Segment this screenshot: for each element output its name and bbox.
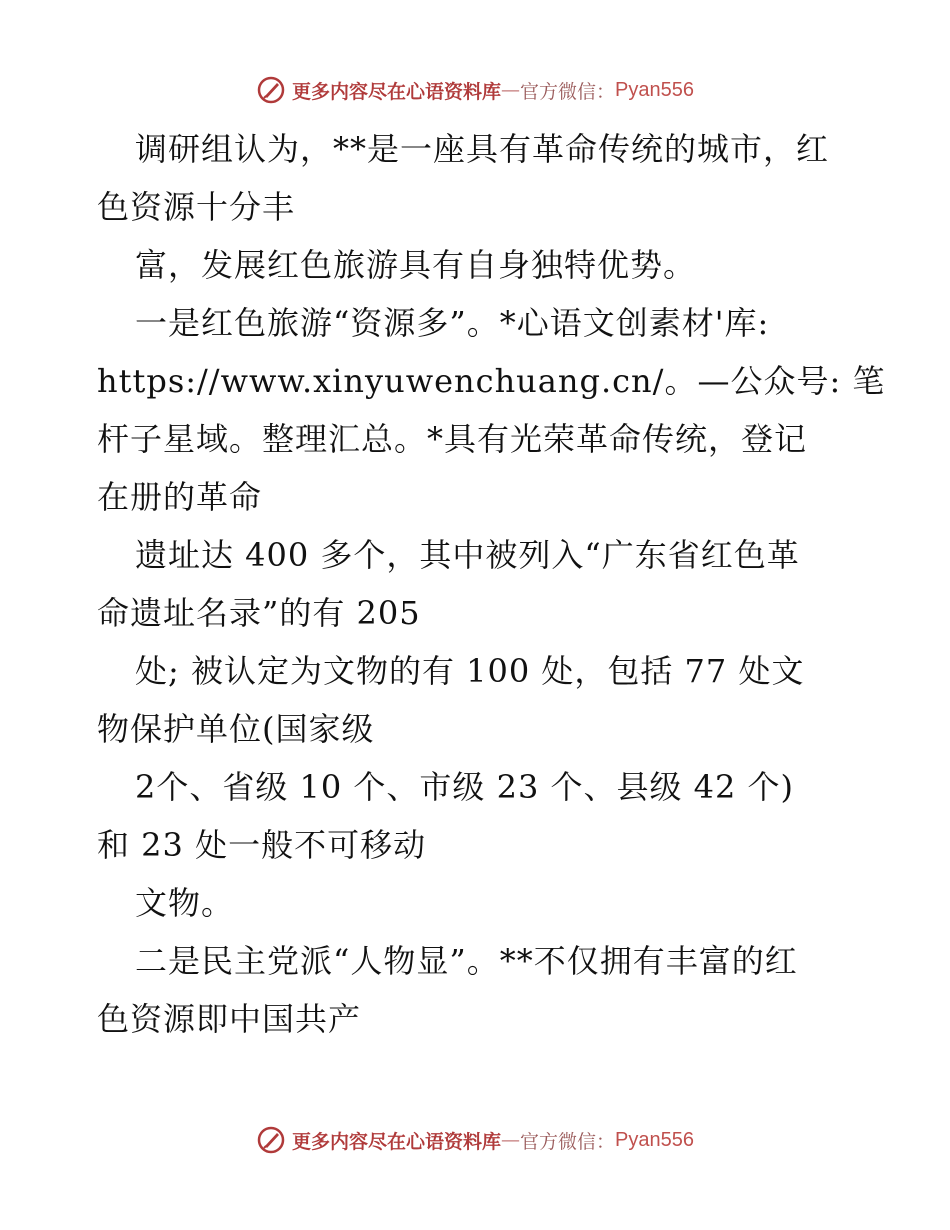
footer-separator: — [501, 1129, 521, 1151]
text-line: 调研组认为，**是一座具有革命传统的城市，红 [135, 130, 830, 168]
text-line: 处; 被认定为文物的有 100 处，包括 77 处文 [135, 652, 805, 690]
document-body [97, 120, 886, 1048]
footer-contact-label: 官方微信： [520, 1130, 616, 1153]
footer-contact-id: Pyan556 [615, 1128, 694, 1151]
text-line: 物保护单位(国家级 [97, 710, 375, 748]
text-line: 遗址达 400 多个，其中被列入“广东省红色革 [135, 536, 800, 574]
header-separator: — [501, 79, 521, 101]
text-line: 色资源十分丰 [97, 188, 296, 226]
footer-watermark [0, 1120, 950, 1160]
header-contact-label: 官方微信： [520, 80, 616, 103]
text-line: 在册的革命 [97, 478, 263, 516]
quill-logo-icon [256, 75, 286, 105]
text-line: 2个、省级 10 个、市级 23 个、县级 42 个) [135, 768, 795, 806]
header-contact-id: Pyan556 [615, 78, 694, 101]
text-line: 色资源即中国共产 [97, 1000, 362, 1038]
text-line: 杆子星域。整理汇总。*具有光荣革命传统，登记 [97, 420, 808, 458]
header-brand-text: 更多内容尽在心语资料库 [292, 80, 502, 103]
text-line: 命遗址名录”的有 205 [97, 594, 421, 632]
text-line: 和 23 处一般不可移动 [97, 826, 427, 864]
text-line: 一是红色旅游“资源多”。*心语文创素材'库: [135, 304, 770, 342]
text-line: 富，发展红色旅游具有自身独特优势。 [135, 246, 697, 284]
text-line: 文物。 [135, 884, 235, 922]
text-line: 二是民主党派“人物显”。**不仅拥有丰富的红 [135, 942, 798, 980]
header-watermark [0, 70, 950, 110]
footer-brand-text: 更多内容尽在心语资料库 [292, 1130, 502, 1153]
text-line: https://www.xinyuwenchuang.cn/。—公众号: 笔 [97, 362, 886, 400]
quill-logo-icon [256, 1125, 286, 1155]
